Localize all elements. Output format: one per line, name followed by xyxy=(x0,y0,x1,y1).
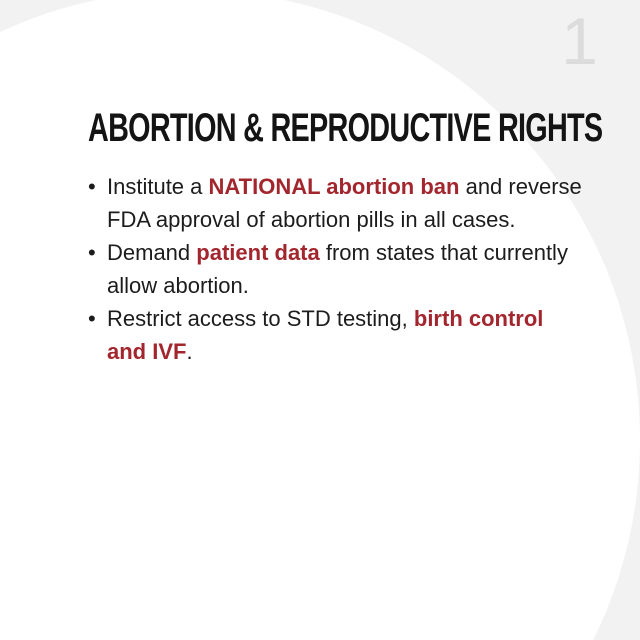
bullet-text: and reverse FDA approval of abortion pills in all cases. xyxy=(107,174,582,232)
bullet-text: Restrict access to STD testing, xyxy=(107,306,414,331)
bullet-list xyxy=(88,170,588,368)
bullet-text: from states that currently allow abortion. xyxy=(107,240,568,298)
bullet-highlight: birth control and IVF xyxy=(107,306,544,364)
bullet-item-national-ban xyxy=(88,170,588,236)
bullet-highlight: patient data xyxy=(196,240,320,265)
page-title: ABORTION & REPRODUCTIVE RIGHTS xyxy=(88,106,603,150)
bullet-text: Institute a xyxy=(107,174,209,199)
bullet-highlight: NATIONAL abortion ban xyxy=(208,174,460,199)
bullet-text: . xyxy=(186,339,193,364)
bullet-item-patient-data xyxy=(88,236,588,302)
bullet-text: Demand xyxy=(107,240,197,265)
page-number: 1 xyxy=(561,4,598,78)
bullet-item-restrict-access xyxy=(88,302,588,368)
